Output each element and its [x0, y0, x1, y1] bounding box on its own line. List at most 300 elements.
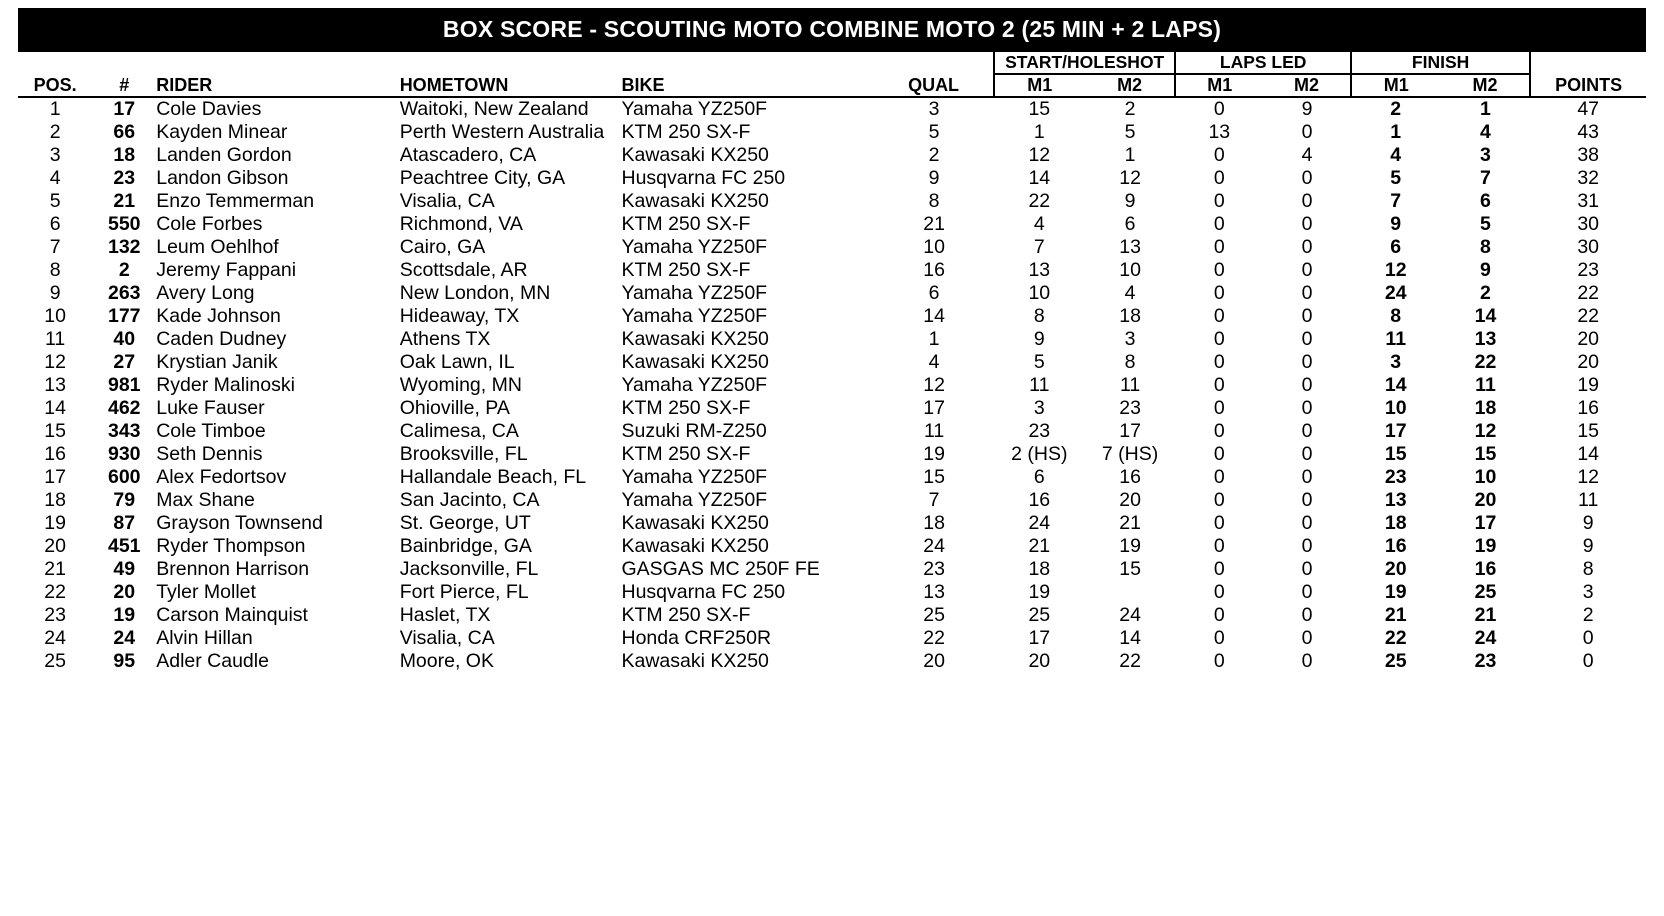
cell-laps-m2: 0 — [1301, 650, 1313, 672]
col-laps-m2: M2 — [1263, 74, 1351, 97]
cell-points: 8 — [1582, 558, 1594, 580]
cell-qual: 21 — [923, 213, 945, 235]
group-blank-2 — [92, 52, 156, 74]
cell-rider: Alex Fedortsov — [156, 466, 287, 488]
cell-laps-m2: 0 — [1301, 259, 1313, 281]
cell-finish-m2: 19 — [1474, 535, 1497, 557]
cell-number: 2 — [118, 259, 130, 281]
table-row — [18, 259, 1646, 282]
cell-laps-m2: 0 — [1301, 305, 1313, 327]
cell-laps-m1: 0 — [1213, 535, 1225, 557]
cell-laps-m2: 0 — [1301, 420, 1313, 442]
cell-points: 32 — [1577, 167, 1600, 189]
col-start-m2: M2 — [1085, 74, 1176, 97]
cell-start-m1: 22 — [1028, 190, 1051, 212]
cell-laps-m1: 0 — [1213, 420, 1225, 442]
cell-start-m2: 8 — [1124, 351, 1136, 373]
cell-number: 177 — [107, 305, 141, 327]
cell-laps-m1: 0 — [1213, 581, 1225, 603]
cell-points: 47 — [1577, 98, 1600, 120]
cell-rider: Jeremy Fappani — [156, 259, 297, 281]
cell-points: 0 — [1582, 627, 1594, 649]
cell-start-m2: 2 — [1124, 98, 1136, 120]
group-blank-3 — [156, 52, 399, 74]
cell-start-m1: 2 (HS) — [1011, 443, 1068, 465]
cell-hometown: Scottsdale, AR — [399, 259, 528, 281]
cell-points: 0 — [1582, 650, 1594, 672]
cell-qual: 23 — [923, 558, 945, 580]
cell-start-m1: 19 — [1028, 581, 1051, 603]
cell-laps-m1: 0 — [1213, 397, 1225, 419]
col-hometown: HOMETOWN — [400, 74, 622, 97]
cell-laps-m2: 0 — [1301, 190, 1313, 212]
cell-hometown: Atascadero, CA — [399, 144, 537, 166]
cell-start-m1: 20 — [1028, 650, 1051, 672]
cell-laps-m1: 0 — [1213, 374, 1225, 396]
cell-number: 263 — [107, 282, 141, 304]
cell-finish-m2: 13 — [1474, 328, 1497, 350]
cell-number: 49 — [113, 558, 136, 580]
group-blank-4 — [400, 52, 622, 74]
cell-qual: 13 — [923, 581, 945, 603]
cell-qual: 25 — [923, 604, 945, 626]
cell-finish-m2: 4 — [1480, 121, 1491, 143]
cell-hometown: Bainbridge, GA — [399, 535, 532, 557]
cell-finish-m2: 11 — [1475, 374, 1496, 396]
cell-finish-m1: 5 — [1390, 167, 1402, 189]
cell-laps-m2: 0 — [1301, 535, 1313, 557]
cell-rider: Adler Caudle — [156, 650, 269, 672]
table-row — [18, 581, 1646, 604]
cell-finish-m2: 3 — [1480, 144, 1491, 166]
cell-hometown: St. George, UT — [399, 512, 531, 534]
cell-bike: Yamaha YZ250F — [621, 466, 768, 488]
table-row — [18, 282, 1646, 305]
cell-points: 14 — [1577, 443, 1600, 465]
cell-number: 24 — [113, 627, 136, 649]
cell-start-m2: 21 — [1119, 512, 1141, 534]
cell-start-m2: 1 — [1124, 144, 1136, 166]
table-row — [18, 351, 1646, 374]
cell-laps-m2: 0 — [1301, 236, 1313, 258]
cell-finish-m2: 2 — [1480, 282, 1491, 304]
table-row — [18, 420, 1646, 443]
cell-hometown: Fort Pierce, FL — [399, 581, 529, 603]
col-laps-m1: M1 — [1175, 74, 1263, 97]
cell-points: 9 — [1582, 512, 1594, 534]
cell-rider: Luke Fauser — [156, 397, 265, 419]
cell-laps-m2: 0 — [1301, 397, 1313, 419]
cell-hometown: Waitoki, New Zealand — [399, 98, 589, 120]
cell-qual: 5 — [928, 121, 940, 143]
cell-bike: Yamaha YZ250F — [621, 489, 768, 511]
cell-finish-m2: 9 — [1480, 259, 1491, 281]
cell-finish-m1: 16 — [1384, 535, 1407, 557]
cell-start-m2: 11 — [1119, 374, 1141, 396]
group-start-holeshot: START/HOLESHOT — [994, 52, 1176, 74]
cell-finish-m2: 15 — [1474, 443, 1497, 465]
cell-bike: Kawasaki KX250 — [621, 351, 769, 373]
cell-start-m2: 7 (HS) — [1101, 443, 1159, 465]
cell-qual: 10 — [923, 236, 945, 258]
cell-rider: Ryder Thompson — [156, 535, 306, 557]
cell-finish-m1: 17 — [1384, 420, 1407, 442]
cell-pos: 5 — [49, 190, 61, 212]
cell-start-m2: 14 — [1119, 627, 1141, 649]
cell-rider: Carson Mainquist — [156, 604, 308, 626]
cell-pos: 24 — [44, 627, 66, 649]
cell-hometown: Hallandale Beach, FL — [399, 466, 587, 488]
cell-start-m2: 3 — [1124, 328, 1136, 350]
cell-laps-m2: 9 — [1301, 98, 1313, 120]
cell-pos: 10 — [44, 305, 66, 327]
cell-points: 43 — [1577, 121, 1600, 143]
cell-start-m2: 16 — [1119, 466, 1141, 488]
cell-qual: 11 — [923, 420, 945, 442]
cell-hometown: Peachtree City, GA — [399, 167, 566, 189]
cell-finish-m1: 18 — [1384, 512, 1407, 534]
cell-finish-m2: 20 — [1474, 489, 1497, 511]
cell-hometown: Perth Western Australia — [399, 121, 605, 143]
cell-finish-m1: 9 — [1390, 213, 1402, 235]
cell-hometown: Moore, OK — [399, 650, 494, 672]
table-header — [18, 52, 1646, 97]
cell-pos: 8 — [49, 259, 61, 281]
cell-finish-m2: 25 — [1474, 581, 1497, 603]
cell-start-m2 — [1085, 581, 1176, 604]
cell-laps-m2: 4 — [1301, 144, 1313, 166]
cell-laps-m1: 0 — [1213, 167, 1225, 189]
cell-bike: Kawasaki KX250 — [621, 535, 769, 557]
cell-start-m1: 4 — [1033, 213, 1045, 235]
cell-qual: 19 — [923, 443, 945, 465]
cell-pos: 14 — [44, 397, 66, 419]
cell-finish-m1: 21 — [1384, 604, 1407, 626]
cell-pos: 18 — [44, 489, 66, 511]
cell-laps-m2: 0 — [1301, 558, 1313, 580]
cell-start-m2: 10 — [1119, 259, 1141, 281]
cell-rider: Caden Dudney — [156, 328, 287, 350]
cell-finish-m2: 10 — [1474, 466, 1497, 488]
cell-laps-m1: 0 — [1213, 604, 1225, 626]
cell-laps-m2: 0 — [1301, 466, 1313, 488]
cell-pos: 25 — [44, 650, 66, 672]
cell-pos: 4 — [49, 167, 61, 189]
cell-bike: Kawasaki KX250 — [621, 328, 769, 350]
table-row — [18, 535, 1646, 558]
cell-finish-m1: 23 — [1384, 466, 1407, 488]
cell-start-m1: 7 — [1033, 236, 1045, 258]
cell-finish-m1: 6 — [1390, 236, 1402, 258]
cell-start-m1: 12 — [1028, 144, 1051, 166]
cell-pos: 12 — [44, 351, 66, 373]
cell-finish-m2: 24 — [1474, 627, 1497, 649]
cell-hometown: Hideaway, TX — [399, 305, 520, 327]
cell-start-m2: 12 — [1119, 167, 1141, 189]
cell-bike: KTM 250 SX-F — [621, 443, 751, 465]
cell-finish-m2: 23 — [1474, 650, 1497, 672]
cell-finish-m1: 7 — [1390, 190, 1402, 212]
cell-number: 132 — [107, 236, 141, 258]
cell-laps-m1: 0 — [1213, 489, 1225, 511]
cell-rider: Tyler Mollet — [156, 581, 256, 603]
cell-bike: Yamaha YZ250F — [621, 374, 768, 396]
cell-laps-m2: 0 — [1301, 627, 1313, 649]
cell-qual: 18 — [923, 512, 945, 534]
cell-number: 19 — [113, 604, 136, 626]
cell-bike: Honda CRF250R — [621, 627, 772, 649]
cell-start-m1: 17 — [1028, 627, 1051, 649]
group-finish: FINISH — [1351, 52, 1531, 74]
cell-hometown: Oak Lawn, IL — [399, 351, 515, 373]
cell-laps-m1: 0 — [1213, 443, 1225, 465]
cell-start-m2: 5 — [1124, 121, 1136, 143]
cell-start-m2: 17 — [1119, 420, 1141, 442]
table-row — [18, 604, 1646, 627]
cell-pos: 19 — [44, 512, 66, 534]
cell-rider: Enzo Temmerman — [156, 190, 315, 212]
cell-number: 600 — [107, 466, 141, 488]
cell-pos: 20 — [44, 535, 66, 557]
cell-rider: Cole Davies — [156, 98, 262, 120]
cell-laps-m1: 0 — [1213, 213, 1225, 235]
cell-laps-m2: 0 — [1301, 374, 1313, 396]
table-row — [18, 213, 1646, 236]
table-row — [18, 397, 1646, 420]
cell-bike: Yamaha YZ250F — [621, 236, 768, 258]
cell-qual: 8 — [928, 190, 940, 212]
cell-hometown: Visalia, CA — [399, 190, 495, 212]
cell-bike: Kawasaki KX250 — [621, 650, 769, 672]
col-points: POINTS — [1530, 74, 1646, 97]
cell-points: 15 — [1577, 420, 1600, 442]
cell-rider: Brennon Harrison — [156, 558, 310, 580]
cell-laps-m1: 0 — [1213, 558, 1225, 580]
cell-hometown: Visalia, CA — [399, 627, 495, 649]
table-row — [18, 144, 1646, 167]
cell-points: 12 — [1577, 466, 1600, 488]
cell-start-m2: 23 — [1119, 397, 1141, 419]
cell-laps-m1: 0 — [1213, 466, 1225, 488]
cell-start-m1: 9 — [1033, 328, 1045, 350]
cell-laps-m1: 0 — [1213, 305, 1225, 327]
cell-rider: Landen Gordon — [156, 144, 292, 166]
cell-qual: 3 — [928, 98, 940, 120]
cell-laps-m2: 0 — [1301, 121, 1313, 143]
cell-finish-m1: 8 — [1390, 305, 1402, 327]
cell-start-m2: 20 — [1119, 489, 1141, 511]
cell-points: 19 — [1577, 374, 1600, 396]
cell-rider: Ryder Malinoski — [156, 374, 295, 396]
cell-start-m1: 8 — [1033, 305, 1045, 327]
cell-laps-m2: 0 — [1301, 489, 1313, 511]
table-row — [18, 236, 1646, 259]
cell-bike: KTM 250 SX-F — [621, 397, 751, 419]
cell-number: 95 — [113, 650, 136, 672]
cell-hometown: Richmond, VA — [399, 213, 523, 235]
cell-pos: 9 — [49, 282, 61, 304]
cell-bike: KTM 250 SX-F — [621, 213, 751, 235]
table-row — [18, 167, 1646, 190]
cell-finish-m1: 20 — [1384, 558, 1407, 580]
cell-start-m1: 16 — [1028, 489, 1051, 511]
cell-number: 23 — [113, 167, 136, 189]
table-row — [18, 97, 1646, 121]
cell-qual: 14 — [923, 305, 945, 327]
cell-number: 451 — [107, 535, 141, 557]
table-row — [18, 443, 1646, 466]
cell-laps-m1: 0 — [1213, 512, 1225, 534]
col-rider: RIDER — [156, 74, 399, 97]
cell-points: 20 — [1577, 328, 1600, 350]
table-row — [18, 627, 1646, 650]
cell-bike: Yamaha YZ250F — [621, 282, 768, 304]
cell-points: 22 — [1577, 305, 1600, 327]
cell-start-m2: 15 — [1119, 558, 1141, 580]
cell-laps-m1: 0 — [1213, 627, 1225, 649]
col-qual: QUAL — [874, 74, 994, 97]
cell-finish-m1: 19 — [1384, 581, 1407, 603]
cell-number: 462 — [107, 397, 141, 419]
cell-laps-m1: 0 — [1213, 328, 1225, 350]
cell-number: 343 — [107, 420, 141, 442]
cell-laps-m2: 0 — [1301, 213, 1313, 235]
cell-points: 11 — [1578, 489, 1599, 511]
group-laps-led: LAPS LED — [1175, 52, 1350, 74]
cell-laps-m1: 0 — [1213, 144, 1225, 166]
cell-pos: 16 — [44, 443, 66, 465]
cell-start-m1: 15 — [1028, 98, 1051, 120]
col-bike: BIKE — [621, 74, 874, 97]
cell-laps-m2: 0 — [1301, 328, 1313, 350]
cell-finish-m2: 22 — [1474, 351, 1497, 373]
col-start-m1: M1 — [994, 74, 1085, 97]
cell-laps-m1: 0 — [1213, 282, 1225, 304]
cell-laps-m2: 0 — [1301, 282, 1313, 304]
cell-laps-m1: 0 — [1213, 98, 1225, 120]
cell-number: 981 — [107, 374, 141, 396]
cell-finish-m2: 6 — [1480, 190, 1491, 212]
cell-start-m1: 25 — [1028, 604, 1051, 626]
cell-pos: 13 — [44, 374, 66, 396]
cell-rider: Seth Dennis — [156, 443, 263, 465]
table-row — [18, 489, 1646, 512]
cell-finish-m2: 16 — [1474, 558, 1497, 580]
cell-start-m1: 6 — [1033, 466, 1045, 488]
cell-points: 2 — [1582, 604, 1594, 626]
cell-start-m2: 9 — [1124, 190, 1136, 212]
cell-points: 30 — [1577, 236, 1600, 258]
cell-start-m2: 13 — [1119, 236, 1141, 258]
cell-pos: 22 — [44, 581, 66, 603]
cell-finish-m1: 10 — [1384, 397, 1407, 419]
cell-qual: 22 — [923, 627, 945, 649]
group-blank-6 — [874, 52, 994, 74]
cell-laps-m1: 0 — [1213, 190, 1225, 212]
cell-number: 27 — [113, 351, 136, 373]
cell-qual: 12 — [923, 374, 945, 396]
cell-start-m1: 11 — [1029, 374, 1050, 396]
cell-points: 20 — [1577, 351, 1600, 373]
table-row — [18, 558, 1646, 581]
cell-qual: 15 — [923, 466, 945, 488]
cell-qual: 17 — [923, 397, 945, 419]
cell-laps-m1: 0 — [1213, 236, 1225, 258]
cell-start-m1: 5 — [1033, 351, 1045, 373]
cell-finish-m2: 21 — [1474, 604, 1497, 626]
cell-finish-m2: 12 — [1474, 420, 1497, 442]
cell-start-m1: 1 — [1033, 121, 1045, 143]
cell-pos: 6 — [49, 213, 61, 235]
cell-rider: Avery Long — [156, 282, 255, 304]
cell-number: 87 — [113, 512, 136, 534]
cell-finish-m2: 18 — [1474, 397, 1497, 419]
cell-number: 550 — [107, 213, 141, 235]
box-score-table — [18, 52, 1646, 673]
cell-finish-m1: 11 — [1385, 328, 1407, 350]
cell-hometown: Wyoming, MN — [399, 374, 522, 396]
cell-laps-m2: 0 — [1301, 167, 1313, 189]
cell-points: 9 — [1582, 535, 1594, 557]
cell-qual: 2 — [928, 144, 940, 166]
cell-finish-m2: 14 — [1474, 305, 1497, 327]
cell-start-m2: 24 — [1119, 604, 1141, 626]
cell-finish-m2: 5 — [1480, 213, 1491, 235]
page-title: BOX SCORE - SCOUTING MOTO COMBINE MOTO 2 (25 MIN + 2 LAPS) — [18, 8, 1646, 52]
cell-number: 930 — [107, 443, 141, 465]
cell-rider: Leum Oehlhof — [156, 236, 279, 258]
table-row — [18, 190, 1646, 213]
cell-rider: Cole Timboe — [156, 420, 266, 442]
cell-number: 18 — [113, 144, 136, 166]
cell-bike: Suzuki RM-Z250 — [621, 420, 767, 442]
table-row — [18, 305, 1646, 328]
cell-points: 22 — [1577, 282, 1600, 304]
cell-finish-m2: 7 — [1480, 167, 1491, 189]
cell-hometown: Haslet, TX — [399, 604, 491, 626]
cell-hometown: Calimesa, CA — [399, 420, 519, 442]
col-finish-m1: M1 — [1351, 74, 1441, 97]
table-row — [18, 512, 1646, 535]
cell-pos: 7 — [49, 236, 61, 258]
table-row — [18, 466, 1646, 489]
col-pos: POS. — [18, 74, 92, 97]
cell-finish-m1: 25 — [1384, 650, 1407, 672]
cell-number: 79 — [113, 489, 136, 511]
cell-hometown: San Jacinto, CA — [399, 489, 540, 511]
cell-start-m1: 21 — [1028, 535, 1051, 557]
cell-qual: 7 — [928, 489, 940, 511]
cell-start-m2: 19 — [1119, 535, 1141, 557]
cell-laps-m2: 0 — [1301, 443, 1313, 465]
cell-start-m1: 23 — [1028, 420, 1051, 442]
cell-laps-m2: 0 — [1301, 351, 1313, 373]
cell-start-m1: 13 — [1028, 259, 1051, 281]
cell-number: 21 — [113, 190, 136, 212]
cell-pos: 17 — [44, 466, 66, 488]
cell-start-m2: 22 — [1119, 650, 1141, 672]
cell-bike: Yamaha YZ250F — [621, 305, 768, 327]
cell-start-m1: 18 — [1028, 558, 1051, 580]
cell-qual: 4 — [928, 351, 940, 373]
cell-start-m1: 24 — [1028, 512, 1051, 534]
col-number: # — [92, 74, 156, 97]
cell-pos: 15 — [44, 420, 66, 442]
cell-qual: 24 — [923, 535, 945, 557]
cell-number: 17 — [113, 98, 136, 120]
cell-rider: Landon Gibson — [156, 167, 289, 189]
cell-qual: 1 — [928, 328, 940, 350]
